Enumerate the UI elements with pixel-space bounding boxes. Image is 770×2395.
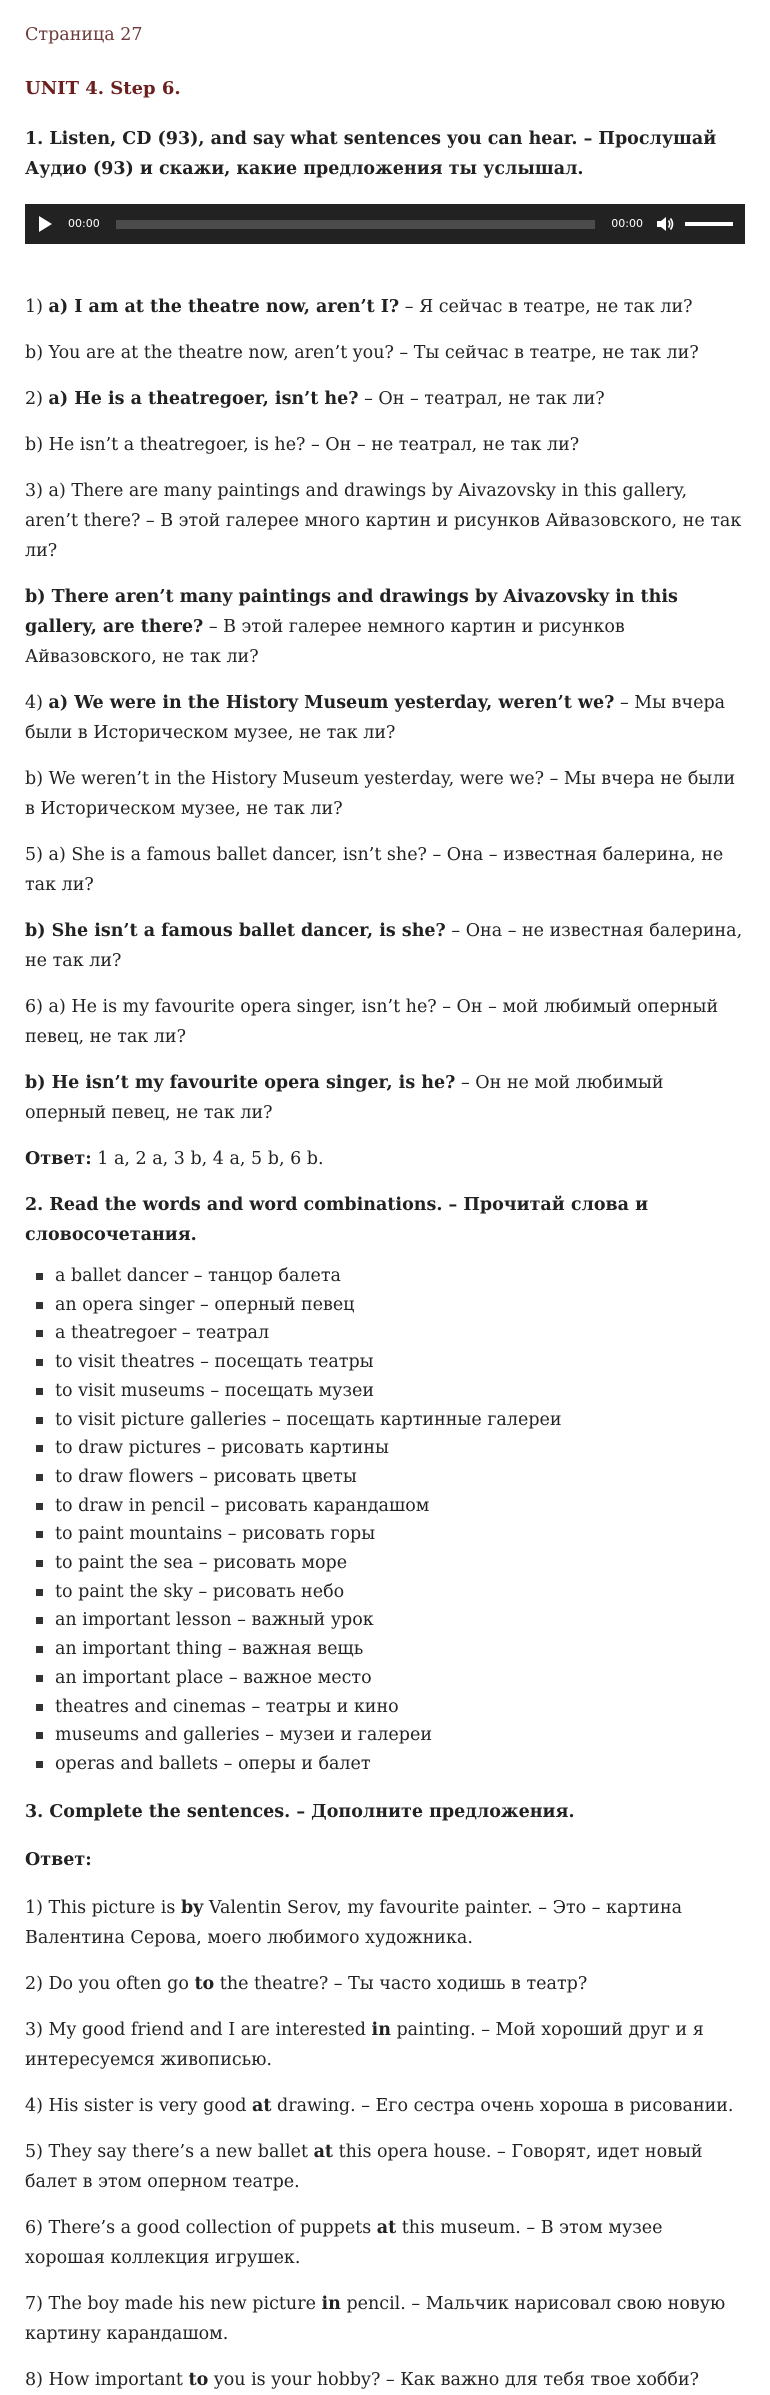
sentence-text: 3) My good friend and I are interested (25, 2019, 372, 2040)
sentence-bold: to (188, 2369, 209, 2390)
word-item: an important thing – важная вещь (55, 1635, 745, 1664)
sentence-line (25, 1969, 745, 1999)
sentence-text: 7) The boy made his new picture (25, 2293, 322, 2314)
sentence-translation: – Я сейчас в театре, не так ли? (399, 297, 693, 317)
sentence-line (25, 338, 745, 368)
sentence-bold: at (376, 2217, 397, 2238)
sentence-line (25, 916, 745, 976)
sentence-line (25, 2137, 745, 2197)
sentence-line (25, 292, 745, 322)
sentence-line (25, 2289, 745, 2349)
sentence-text: b) We weren’t in the History Museum yesterday, were we? – Мы вчера не были в Историческом музее, не так ли? (25, 769, 736, 819)
sentence-text: 3) a) There are many paintings and drawings by Aivazovsky in this gallery, aren’t there? – В этой галерее много картин и рисунков Айвазовского, не так ли? (25, 481, 742, 561)
sentence-translation: this museum. – В этом музее хорошая коллекция игрушек. (25, 2217, 663, 2268)
sentence-translation: Valentin Serov, my favourite painter. – Это – картина Валентина Серова, моего любимого художника. (25, 1897, 683, 1948)
sentence-line (25, 2091, 745, 2121)
word-item: to draw pictures – рисовать картины (55, 1434, 745, 1463)
sentence-translation: you is your hobby? – Как важно для тебя твое хобби? (208, 2369, 700, 2390)
word-item: an important place – важное место (55, 1664, 745, 1693)
sentence-line (25, 582, 745, 672)
sentence-bold: in (321, 2293, 341, 2314)
sentence-text: 5) They say there’s a new ballet (25, 2141, 314, 2162)
sentence-text: 1) This picture is (25, 1897, 181, 1918)
word-item: to draw flowers – рисовать цветы (55, 1463, 745, 1492)
sentence-text: 1) (25, 297, 49, 317)
sentence-text: b) You are at the theatre now, aren’t you? – Ты сейчас в театре, не так ли? (25, 343, 699, 363)
sentence-line (25, 2213, 745, 2273)
sentence-translation: painting. – Мой хороший друг и я интересуемся живописью. (25, 2019, 704, 2070)
word-item: museums and galleries – музеи и галереи (55, 1721, 745, 1750)
sentence-translation: this opera house. – Говорят, идет новый балет в этом оперном театре. (25, 2141, 703, 2192)
sentence-translation: the theatre? – Ты часто ходишь в театр? (214, 1973, 588, 1994)
word-item: to draw in pencil – рисовать карандашом (55, 1492, 745, 1521)
exercise-3-heading: 3. Complete the sentences. – Дополните предложения. (25, 1801, 575, 1822)
sentence-line (25, 384, 745, 414)
sentence-text: b) He isn’t a theatregoer, is he? – Он – не театрал, не так ли? (25, 435, 580, 455)
word-item: operas and ballets – оперы и балет (55, 1750, 745, 1779)
sentence-line (25, 430, 745, 460)
exercise-1-heading: 1. Listen, CD (93), and say what sentences you can hear. – Прослушай Аудио (93) и скажи, какие предложения ты услышал. (25, 129, 717, 179)
sentence-bold: at (313, 2141, 334, 2162)
sentence-text: 2) (25, 389, 49, 409)
duration-time: 00:00 (611, 217, 643, 230)
word-item: theatres and cinemas – театры и кино (55, 1693, 745, 1722)
word-item: to visit theatres – посещать театры (55, 1348, 745, 1377)
exercise-1-answer (25, 1144, 745, 1174)
current-time: 00:00 (68, 217, 100, 230)
word-list (25, 1262, 745, 1779)
sentence-bold: to (194, 1973, 215, 1994)
answer-label: Ответ: (25, 1149, 92, 1169)
sentence-bold: a) I am at the theatre now, aren’t I? (48, 297, 400, 317)
word-item: an opera singer – оперный певец (55, 1291, 745, 1320)
word-item: to paint mountains – рисовать горы (55, 1520, 745, 1549)
word-item: to paint the sea – рисовать море (55, 1549, 745, 1578)
exercise-1-lines (25, 292, 745, 1128)
page-label: Страница 27 (25, 25, 143, 45)
progress-track[interactable] (116, 220, 596, 229)
sentence-line (25, 2015, 745, 2075)
sentence-line (25, 992, 745, 1052)
sentence-text: 8) How important (25, 2369, 189, 2390)
exercise-2-heading: 2. Read the words and word combinations. – Прочитай слова и словосочетания. (25, 1195, 649, 1245)
sentence-text: 5) a) She is a famous ballet dancer, isn’t she? – Она – известная балерина, не так ли? (25, 845, 724, 895)
sentence-line (25, 688, 745, 748)
sentence-bold: a) He is a theatregoer, isn’t he? (48, 389, 359, 409)
sentence-text: 4) His sister is very good (25, 2095, 253, 2116)
sentence-bold: b) He isn’t my favourite opera singer, is he? (25, 1073, 456, 1093)
sentence-bold: a) We were in the History Museum yesterday, weren’t we? (48, 693, 615, 713)
sentence-translation: – В этой галерее немного картин и рисунков Айвазовского, не так ли? (25, 617, 625, 667)
play-icon[interactable] (39, 216, 52, 232)
sentence-line (25, 764, 745, 824)
volume-icon[interactable] (657, 216, 675, 232)
word-item: a theatregoer – театрал (55, 1319, 745, 1348)
unit-title: UNIT 4. Step 6. (25, 78, 181, 99)
sentence-text: 4) (25, 693, 49, 713)
sentence-bold: in (371, 2019, 391, 2040)
sentence-bold: at (252, 2095, 272, 2116)
sentence-text: 6) a) He is my favourite opera singer, isn’t he? – Он – мой любимый оперный певец, не так ли? (25, 997, 719, 1047)
sentence-line (25, 840, 745, 900)
sentence-bold: by (180, 1897, 204, 1918)
audio-player[interactable] (25, 204, 745, 244)
sentence-translation: pencil. – Мальчик нарисовал свою новую картину карандашом. (25, 2293, 726, 2344)
volume-slider[interactable] (685, 222, 733, 226)
word-item: to visit picture galleries – посещать картинные галереи (55, 1406, 745, 1435)
word-item: to paint the sky – рисовать небо (55, 1578, 745, 1607)
answer-text: 1 a, 2 a, 3 b, 4 a, 5 b, 6 b. (91, 1149, 324, 1169)
sentence-line (25, 1893, 745, 1953)
sentence-text: 6) There’s a good collection of puppets (25, 2217, 377, 2238)
sentence-translation: – Мы вчера были в Историческом музее, не так ли? (25, 693, 726, 743)
sentence-translation: – Он – театрал, не так ли? (358, 389, 605, 409)
sentence-translation: – Он не мой любимый оперный певец, не так ли? (25, 1073, 664, 1123)
sentence-translation: drawing. – Его сестра очень хороша в рисовании. (271, 2095, 734, 2116)
exercise-3-answer-label: Ответ: (25, 1849, 92, 1870)
sentence-bold: b) There aren’t many paintings and drawings by Aivazovsky in this gallery, are there? (25, 587, 678, 637)
word-item: an important lesson – важный урок (55, 1606, 745, 1635)
word-item: to visit museums – посещать музеи (55, 1377, 745, 1406)
word-item: a ballet dancer – танцор балета (55, 1262, 745, 1291)
sentence-text: 2) Do you often go (25, 1973, 195, 1994)
exercise-3-lines (25, 1893, 745, 2395)
sentence-line (25, 2365, 745, 2395)
sentence-line (25, 1068, 745, 1128)
sentence-line (25, 476, 745, 566)
sentence-bold: b) She isn’t a famous ballet dancer, is she? (25, 921, 446, 941)
sentence-translation: – Она – не известная балерина, не так ли? (25, 921, 743, 971)
